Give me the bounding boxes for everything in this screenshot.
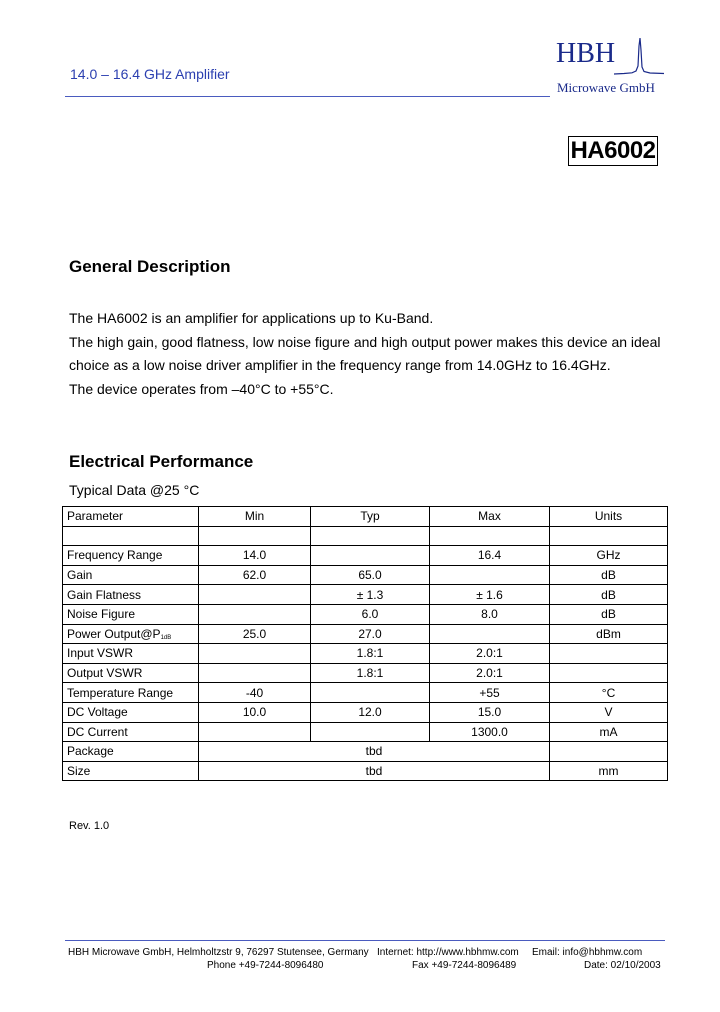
table-cell-units: dB <box>550 604 668 624</box>
table-cell-typ: 27.0 <box>311 624 430 644</box>
table-row <box>63 585 668 605</box>
table-cell-typ: 65.0 <box>311 565 430 585</box>
spectrum-peak-icon <box>614 38 664 78</box>
table-cell-max: 2.0:1 <box>430 663 550 683</box>
table-row <box>63 683 668 703</box>
footer-divider <box>65 940 665 941</box>
description-line: The HA6002 is an amplifier for applications up to Ku-Band. <box>69 310 434 326</box>
table-cell-max: 1300.0 <box>430 722 550 742</box>
table-cell-param: Frequency Range <box>63 546 199 566</box>
table-cell-param: Package <box>63 742 199 762</box>
table-cell-units: mA <box>550 722 668 742</box>
table-cell-typ: ± 1.3 <box>311 585 430 605</box>
footer-fax: Fax +49-7244-8096489 <box>412 960 517 971</box>
table-cell-typ <box>311 722 430 742</box>
electrical-performance-heading: Electrical Performance <box>69 452 254 471</box>
table-cell-param: Size <box>63 761 199 781</box>
logo-subtitle: Microwave GmbH <box>557 80 655 95</box>
table-cell-units: dBm <box>550 624 668 644</box>
table-cell-max: ± 1.6 <box>430 585 550 605</box>
table-row <box>63 604 668 624</box>
table-cell-value: tbd <box>199 761 550 781</box>
description-line: The device operates from –40°C to +55°C. <box>69 381 334 397</box>
table-cell-units: dB <box>550 585 668 605</box>
table-blank-row <box>63 526 668 546</box>
company-logo <box>556 38 664 100</box>
table-cell-param: Output VSWR <box>63 663 199 683</box>
table-cell-typ <box>311 546 430 566</box>
table-cell-param: DC Current <box>63 722 199 742</box>
table-row <box>63 663 668 683</box>
footer-phone: Phone +49-7244-8096480 <box>207 960 324 971</box>
typical-data-caption: Typical Data @25 °C <box>69 482 200 498</box>
table-cell-units <box>550 644 668 664</box>
revision-label: Rev. 1.0 <box>69 820 110 832</box>
specifications-table <box>62 506 668 781</box>
logo-wordmark: HBH <box>556 38 616 69</box>
table-cell-typ: 12.0 <box>311 702 430 722</box>
table-cell-value: tbd <box>199 742 550 762</box>
description-line: choice as a low noise driver amplifier in the frequency range from 14.0GHz to 16.4GHz. <box>69 357 611 373</box>
table-cell-units <box>550 742 668 762</box>
document-subtitle: 14.0 – 16.4 GHz Amplifier <box>70 66 230 82</box>
table-cell-min: 62.0 <box>199 565 311 585</box>
table-cell-min <box>199 722 311 742</box>
table-cell-param: Power $Output@P_{1dB}$ <box>63 624 199 644</box>
table-cell-param: Gain <box>63 565 199 585</box>
table-cell-max: 15.0 <box>430 702 550 722</box>
column-header: Max <box>430 507 550 527</box>
table-cell-max: 8.0 <box>430 604 550 624</box>
table-row <box>63 624 668 644</box>
table-cell-max: 2.0:1 <box>430 644 550 664</box>
table-row-size <box>63 761 668 781</box>
table-row <box>63 565 668 585</box>
table-cell-min: -40 <box>199 683 311 703</box>
table-row <box>63 722 668 742</box>
table-cell-min: 14.0 <box>199 546 311 566</box>
table-cell-units <box>550 663 668 683</box>
table-cell-param: Gain Flatness <box>63 585 199 605</box>
table-row <box>63 546 668 566</box>
table-cell-max: 16.4 <box>430 546 550 566</box>
table-cell-param: Input VSWR <box>63 644 199 664</box>
table-cell-min: 25.0 <box>199 624 311 644</box>
footer-company: HBH Microwave GmbH, Helmholtzstr 9, 76297 Stutensee, Germany <box>68 947 369 958</box>
table-cell-max <box>430 624 550 644</box>
table-cell-param: Noise Figure <box>63 604 199 624</box>
table-cell-min: 10.0 <box>199 702 311 722</box>
table-cell-max: +55 <box>430 683 550 703</box>
table-row <box>63 702 668 722</box>
table-cell-min <box>199 663 311 683</box>
table-cell-units: mm <box>550 761 668 781</box>
footer-email: Email: info@hbhmw.com <box>532 947 643 958</box>
table-cell-typ <box>311 683 430 703</box>
table-row <box>63 644 668 664</box>
table-cell-min <box>199 644 311 664</box>
table-cell-min <box>199 604 311 624</box>
table-row-package <box>63 742 668 762</box>
column-header: Parameter <box>63 507 199 527</box>
table-cell-typ: 1.8:1 <box>311 644 430 664</box>
table-cell-typ: 1.8:1 <box>311 663 430 683</box>
description-line: The high gain, good flatness, low noise figure and high output power makes this device an ideal <box>69 334 661 350</box>
table-cell-units: GHz <box>550 546 668 566</box>
general-description-heading: General Description <box>69 257 231 276</box>
table-cell-param: DC Voltage <box>63 702 199 722</box>
column-header: Min <box>199 507 311 527</box>
column-header: Units <box>550 507 668 527</box>
part-number: HA6002 <box>568 136 658 166</box>
header-divider <box>65 96 550 97</box>
table-cell-min <box>199 585 311 605</box>
table-cell-units: V <box>550 702 668 722</box>
table-header-row <box>63 507 668 527</box>
table-cell-param: Temperature Range <box>63 683 199 703</box>
table-cell-units: °C <box>550 683 668 703</box>
footer-internet: Internet: http://www.hbhmw.com <box>377 947 519 958</box>
column-header: Typ <box>311 507 430 527</box>
footer-date: Date: 02/10/2003 <box>584 960 661 971</box>
table-cell-max <box>430 565 550 585</box>
table-cell-typ: 6.0 <box>311 604 430 624</box>
table-cell-units: dB <box>550 565 668 585</box>
